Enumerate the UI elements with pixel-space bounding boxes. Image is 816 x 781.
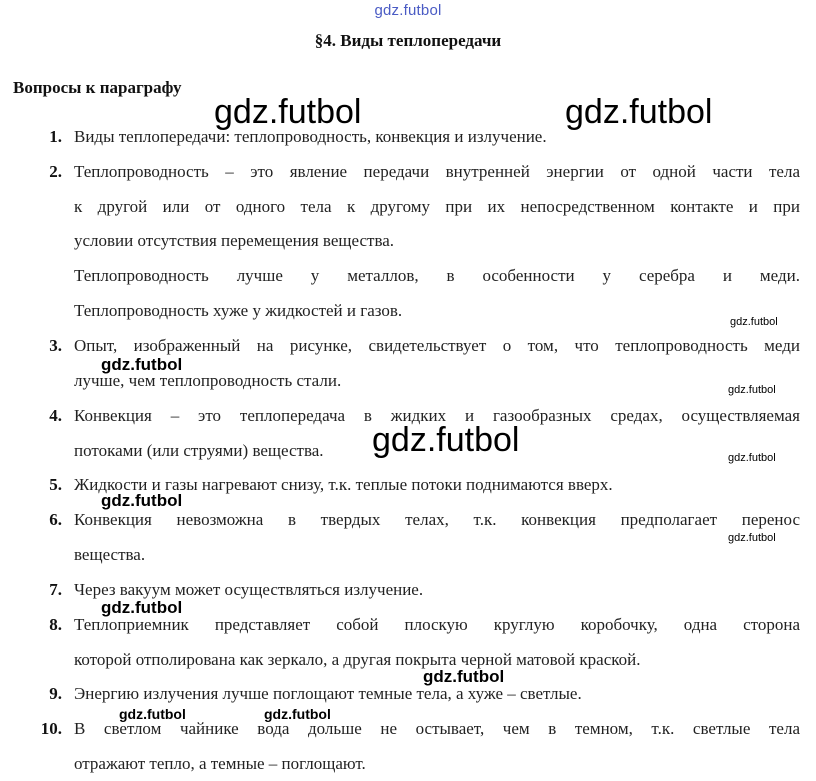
item-line: отражают тепло, а темные – поглощают. <box>74 754 366 773</box>
watermark-medium: gdz.futbol <box>423 667 505 686</box>
watermark-medium: gdz.futbol <box>264 706 331 722</box>
watermark-small: gdz.futbol <box>728 532 776 544</box>
item-line: Теплоприемник представляет собой плоскую круглую коробочку, одна сторона <box>74 615 800 634</box>
item-number: 8. <box>49 615 62 634</box>
page-title: §4. Виды теплопередачи <box>314 31 502 50</box>
list-item-2 <box>0 155 816 189</box>
watermark-medium: gdz.futbol <box>101 598 183 617</box>
list-item-10-line-2 <box>0 747 816 781</box>
item-line: Энергию излучения лучше поглощают темные тела, а хуже – светлые. <box>74 684 582 703</box>
item-line: В светлом чайнике вода дольше не остывает, чем в темном, т.к. светлые тела <box>74 719 800 738</box>
item-line: лучше, чем теплопроводность стали. <box>74 371 342 390</box>
item-number: 5. <box>49 475 62 494</box>
item-line: условии отсутствия перемещения вещества. <box>74 231 395 250</box>
item-number: 10. <box>40 719 62 738</box>
item-line: Виды теплопередачи: теплопроводность, конвекция и излучение. <box>74 127 547 146</box>
item-number: 2. <box>49 162 62 181</box>
item-number: 9. <box>49 684 62 703</box>
list-item-6-line-2 <box>0 538 816 572</box>
watermark-large: gdz.futbol <box>372 421 520 459</box>
watermark-medium: gdz.futbol <box>101 355 183 374</box>
item-line: которой отполирована как зеркало, а другая покрыта черной матовой краской. <box>74 650 641 669</box>
list-item-8-line-2 <box>0 643 816 677</box>
watermark-small: gdz.futbol <box>728 384 776 396</box>
item-number: 6. <box>49 510 62 529</box>
item-line: Теплопроводность – это явление передачи внутренней энергии от одной части тела <box>74 162 800 181</box>
item-line: Опыт, изображенный на рисунке, свидетельствует о том, что теплопроводность меди <box>74 336 800 355</box>
list-item-2-line-5 <box>0 294 816 328</box>
watermark-medium: gdz.futbol <box>119 706 186 722</box>
watermark-small: gdz.futbol <box>728 452 776 464</box>
header-watermark: gdz.futbol <box>374 2 442 19</box>
item-line: вещества. <box>74 545 146 564</box>
item-line: Теплопроводность лучше у металлов, в особенности у серебра и меди. <box>74 266 800 285</box>
item-number: 3. <box>49 336 62 355</box>
item-number: 1. <box>49 127 62 146</box>
item-line: Теплопроводность хуже у жидкостей и газов. <box>74 301 403 320</box>
watermark-large: gdz.futbol <box>214 93 362 131</box>
item-line: потоками (или струями) вещества. <box>74 441 324 460</box>
list-item-2-line-2 <box>0 190 816 224</box>
list-item-2-line-4 <box>0 259 816 293</box>
item-line: к другой или от одного тела к другому при их непосредственном контакте и при <box>74 197 800 216</box>
item-line: Конвекция невозможна в твердых телах, т.к. конвекция предполагает перенос <box>74 510 800 529</box>
section-heading: Вопросы к параграфу <box>13 78 182 97</box>
watermark-medium: gdz.futbol <box>101 491 183 510</box>
item-line: Конвекция – это теплопередача в жидких и газообразных средах, осуществляемая <box>74 406 800 425</box>
item-number: 4. <box>49 406 62 425</box>
item-line: Жидкости и газы нагревают снизу, т.к. теплые потоки поднимаются вверх. <box>74 475 613 494</box>
item-line: Через вакуум может осуществляться излучение. <box>74 580 424 599</box>
item-number: 7. <box>49 580 62 599</box>
watermark-large: gdz.futbol <box>565 93 713 131</box>
list-item-2-line-3 <box>0 224 816 258</box>
watermark-small: gdz.futbol <box>730 316 778 328</box>
